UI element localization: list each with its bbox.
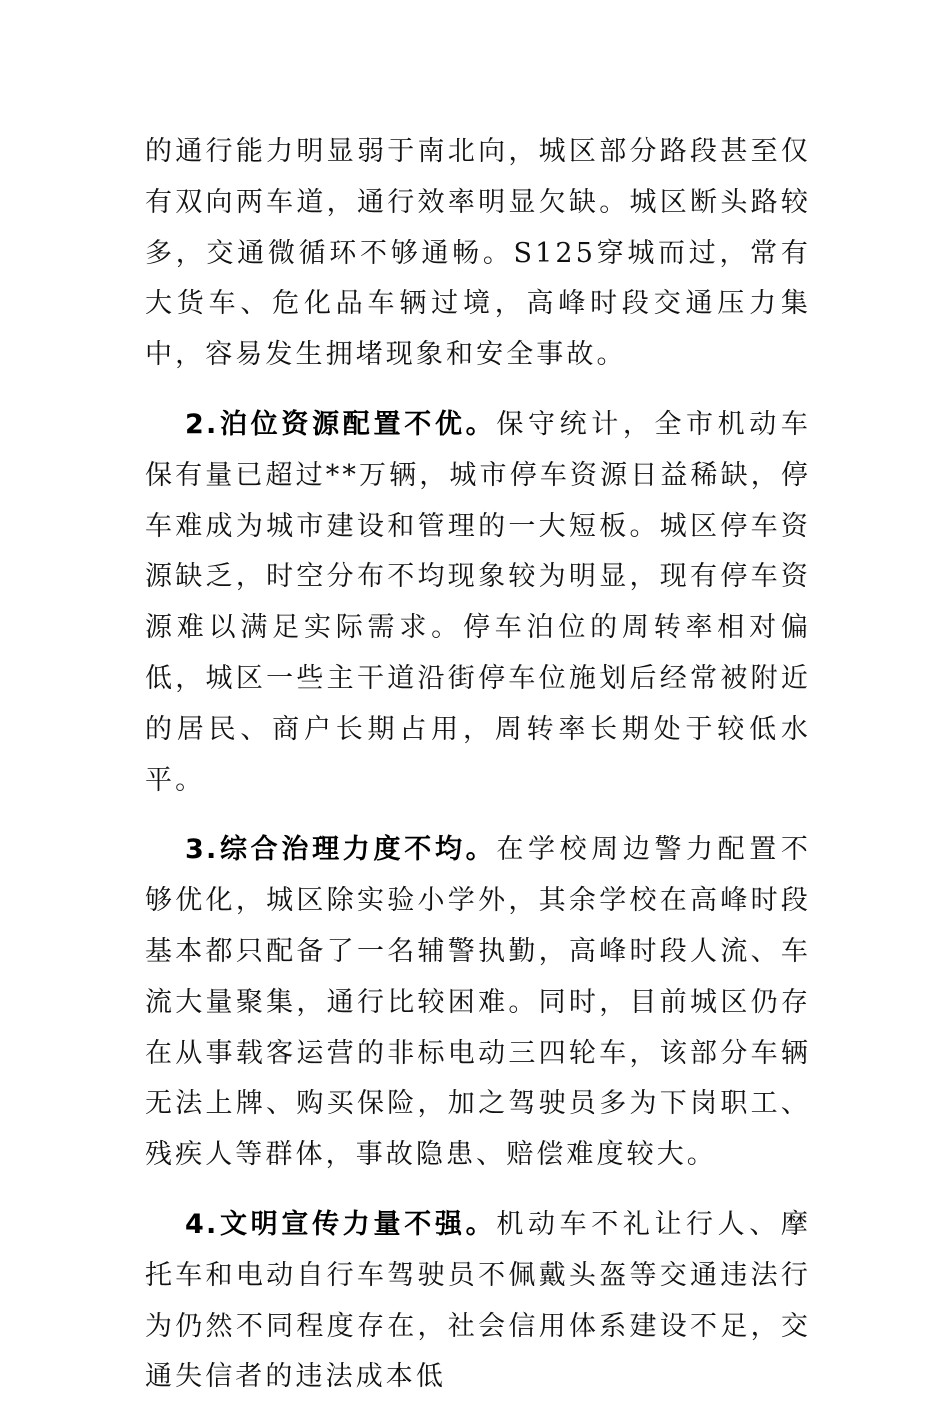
paragraph-parking-resources [145, 400, 811, 806]
paragraph-heading: 4.文明宣传力量不强。 [185, 1208, 497, 1240]
paragraph-publicity [145, 1200, 811, 1403]
paragraph-governance [145, 825, 811, 1181]
paragraph-heading: 2.泊位资源配置不优。 [185, 408, 497, 440]
paragraph-text: 保守统计，全市机动车保有量已超过**万辆，城市停车资源日益稀缺，停车难成为城市建设和管理的一大短板。城区停车资源缺乏，时空分布不均现象较为明显，现有停车资源难以满足实际需求。停车泊位的周转率相对偏低，城区一些主干道沿街停车位施划后经常被附近的居民、商户长期占用，周转率长期处于较低水平。 [145, 408, 811, 796]
paragraph-text: 的通行能力明显弱于南北向，城区部分路段甚至仅有双向两车道，通行效率明显欠缺。城区断头路较多，交通微循环不够通畅。S125穿城而过，常有大货车、危化品车辆过境，高峰时段交通压力集中，容易发生拥堵现象和安全事故。 [145, 136, 811, 371]
document-body [145, 127, 811, 1422]
paragraph-continuation [145, 127, 811, 381]
paragraph-text: 机动车不礼让行人、摩托车和电动自行车驾驶员不佩戴头盔等交通违法行为仍然不同程度存在，社会信用体系建设不足，交通失信者的违法成本低 [145, 1208, 811, 1393]
paragraph-heading: 3.综合治理力度不均。 [185, 834, 497, 866]
paragraph-text: 在学校周边警力配置不够优化，城区除实验小学外，其余学校在高峰时段基本都只配备了一名辅警执勤，高峰时段人流、车流大量聚集，通行比较困难。同时，目前城区仍存在从事载客运营的非标电动三四轮车，该部分车辆无法上牌、购买保险，加之驾驶员多为下岗职工、残疾人等群体，事故隐患、赔偿难度较大。 [145, 834, 811, 1171]
